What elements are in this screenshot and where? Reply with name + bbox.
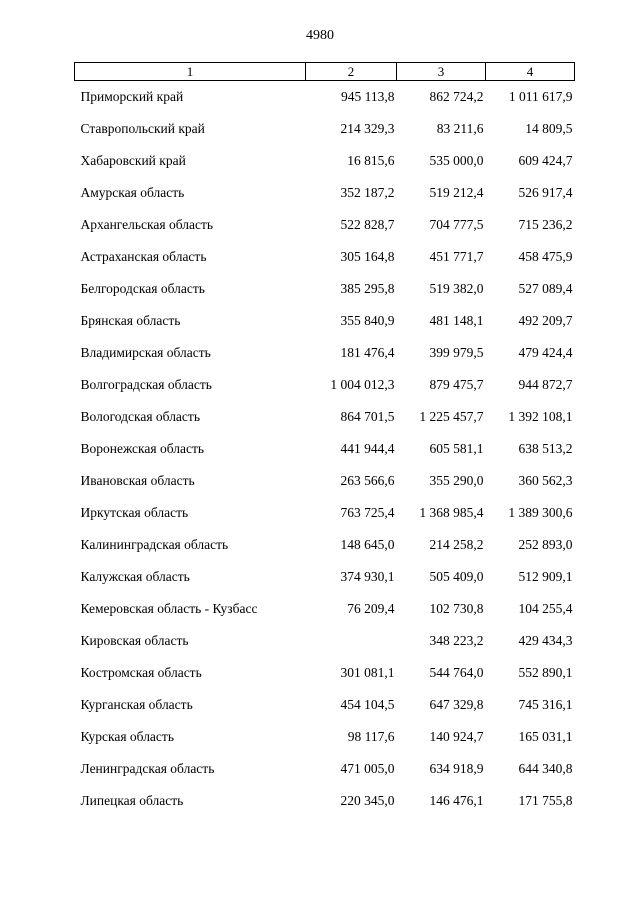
region-name: Калужская область (80, 569, 190, 584)
table-row (75, 401, 575, 433)
value-col-2: 374 930,1 (340, 569, 395, 584)
value-col-3: 647 329,8 (429, 697, 484, 712)
value-col-4: 527 089,4 (518, 281, 573, 296)
region-name: Архангельская область (80, 217, 214, 232)
value-col-3: 704 777,5 (429, 217, 484, 232)
table-row (75, 177, 575, 209)
value-col-2: 16 815,6 (347, 153, 395, 168)
table-row (75, 657, 575, 689)
value-col-2 (306, 625, 397, 657)
value-col-2: 522 828,7 (340, 217, 395, 232)
value-col-2: 441 944,4 (340, 441, 395, 456)
region-name: Амурская область (80, 185, 185, 200)
region-name: Вологодская область (80, 409, 200, 424)
value-col-4: 165 031,1 (518, 729, 573, 744)
value-col-2: 263 566,6 (340, 473, 395, 488)
value-col-2: 454 104,5 (340, 697, 395, 712)
data-table (74, 62, 575, 817)
value-col-4: 638 513,2 (518, 441, 573, 456)
value-col-2: 471 005,0 (340, 761, 395, 776)
value-col-3: 355 290,0 (429, 473, 484, 488)
header-col-1: 1 (75, 63, 306, 81)
region-name: Кировская область (80, 633, 189, 648)
table-row (75, 625, 575, 657)
table-row (75, 465, 575, 497)
value-col-4: 512 909,1 (518, 569, 573, 584)
header-col-2: 2 (306, 63, 397, 81)
value-col-3: 214 258,2 (429, 537, 484, 552)
value-col-3: 519 212,4 (429, 185, 484, 200)
value-col-4: 745 316,1 (518, 697, 573, 712)
value-col-4: 644 340,8 (518, 761, 573, 776)
value-col-2: 864 701,5 (340, 409, 395, 424)
region-name: Калининградская область (80, 537, 229, 552)
value-col-3: 544 764,0 (429, 665, 484, 680)
table-row (75, 593, 575, 625)
value-col-4: 1 392 108,1 (508, 409, 573, 424)
value-col-3: 862 724,2 (429, 89, 484, 104)
table-row (75, 497, 575, 529)
region-name: Астраханская область (80, 249, 207, 264)
data-table-container (74, 62, 574, 817)
value-col-2: 98 117,6 (347, 729, 395, 744)
region-name: Кемеровская область - Кузбасс (80, 601, 258, 616)
value-col-2: 301 081,1 (340, 665, 395, 680)
value-col-2: 214 329,3 (340, 121, 395, 136)
region-name: Хабаровский край (80, 153, 186, 168)
value-col-3: 634 918,9 (429, 761, 484, 776)
value-col-3: 1 368 985,4 (419, 505, 484, 520)
value-col-4: 104 255,4 (518, 601, 573, 616)
region-name: Владимирская область (80, 345, 211, 360)
value-col-3: 505 409,0 (429, 569, 484, 584)
value-col-2: 220 345,0 (340, 793, 395, 808)
value-col-2: 76 209,4 (347, 601, 395, 616)
value-col-3: 879 475,7 (429, 377, 484, 392)
page-number: 4980 (306, 28, 334, 43)
value-col-3: 481 148,1 (429, 313, 484, 328)
value-col-3: 102 730,8 (429, 601, 484, 616)
value-col-4: 360 562,3 (518, 473, 573, 488)
header-col-3: 3 (397, 63, 486, 81)
value-col-3: 1 225 457,7 (419, 409, 484, 424)
value-col-2: 1 004 012,3 (330, 377, 395, 392)
table-row (75, 369, 575, 401)
table-row (75, 529, 575, 561)
value-col-4: 14 809,5 (525, 121, 573, 136)
value-col-4: 252 893,0 (518, 537, 573, 552)
table-header (75, 63, 575, 81)
table-row (75, 721, 575, 753)
value-col-2: 305 164,8 (340, 249, 395, 264)
region-name: Липецкая область (80, 793, 184, 808)
region-name: Ленинградская область (80, 761, 215, 776)
table-row (75, 209, 575, 241)
value-col-3: 146 476,1 (429, 793, 484, 808)
region-name: Волгоградская область (80, 377, 212, 392)
value-col-4: 171 755,8 (518, 793, 573, 808)
region-name: Белгородская область (80, 281, 205, 296)
value-col-3: 535 000,0 (429, 153, 484, 168)
table-row (75, 561, 575, 593)
value-col-4: 1 389 300,6 (508, 505, 573, 520)
value-col-2: 148 645,0 (340, 537, 395, 552)
value-col-3: 140 924,7 (429, 729, 484, 744)
region-name: Курганская область (80, 697, 193, 712)
table-row (75, 785, 575, 817)
value-col-3: 348 223,2 (429, 633, 484, 648)
table-row (75, 81, 575, 114)
region-name: Иркутская область (80, 505, 189, 520)
value-col-4: 429 434,3 (518, 633, 573, 648)
table-row (75, 689, 575, 721)
value-col-2: 181 476,4 (340, 345, 395, 360)
header-row (75, 63, 575, 81)
region-name: Ставропольский край (80, 121, 205, 136)
value-col-4: 609 424,7 (518, 153, 573, 168)
value-col-2: 945 113,8 (341, 89, 395, 104)
table-row (75, 337, 575, 369)
table-row (75, 145, 575, 177)
value-col-3: 83 211,6 (436, 121, 484, 136)
value-col-4: 479 424,4 (518, 345, 573, 360)
value-col-4: 552 890,1 (518, 665, 573, 680)
table-row (75, 273, 575, 305)
value-col-2: 352 187,2 (340, 185, 395, 200)
value-col-3: 399 979,5 (429, 345, 484, 360)
value-col-4: 458 475,9 (518, 249, 573, 264)
value-col-2: 355 840,9 (340, 313, 395, 328)
value-col-3: 519 382,0 (429, 281, 484, 296)
table-row (75, 433, 575, 465)
value-col-3: 451 771,7 (429, 249, 484, 264)
region-name: Ивановская область (80, 473, 195, 488)
header-col-4: 4 (486, 63, 575, 81)
region-name: Брянская область (80, 313, 181, 328)
table-row (75, 305, 575, 337)
region-name: Воронежская область (80, 441, 205, 456)
table-body (75, 81, 575, 818)
table-row (75, 753, 575, 785)
table-row (75, 241, 575, 273)
region-name: Приморский край (80, 89, 184, 104)
value-col-2: 763 725,4 (340, 505, 395, 520)
value-col-3: 605 581,1 (429, 441, 484, 456)
table-row (75, 113, 575, 145)
value-col-2: 385 295,8 (340, 281, 395, 296)
value-col-4: 492 209,7 (518, 313, 573, 328)
value-col-4: 526 917,4 (518, 185, 573, 200)
region-name: Курская область (80, 729, 174, 744)
region-name: Костромская область (80, 665, 202, 680)
value-col-4: 715 236,2 (518, 217, 573, 232)
value-col-4: 1 011 617,9 (508, 89, 573, 104)
value-col-4: 944 872,7 (518, 377, 573, 392)
